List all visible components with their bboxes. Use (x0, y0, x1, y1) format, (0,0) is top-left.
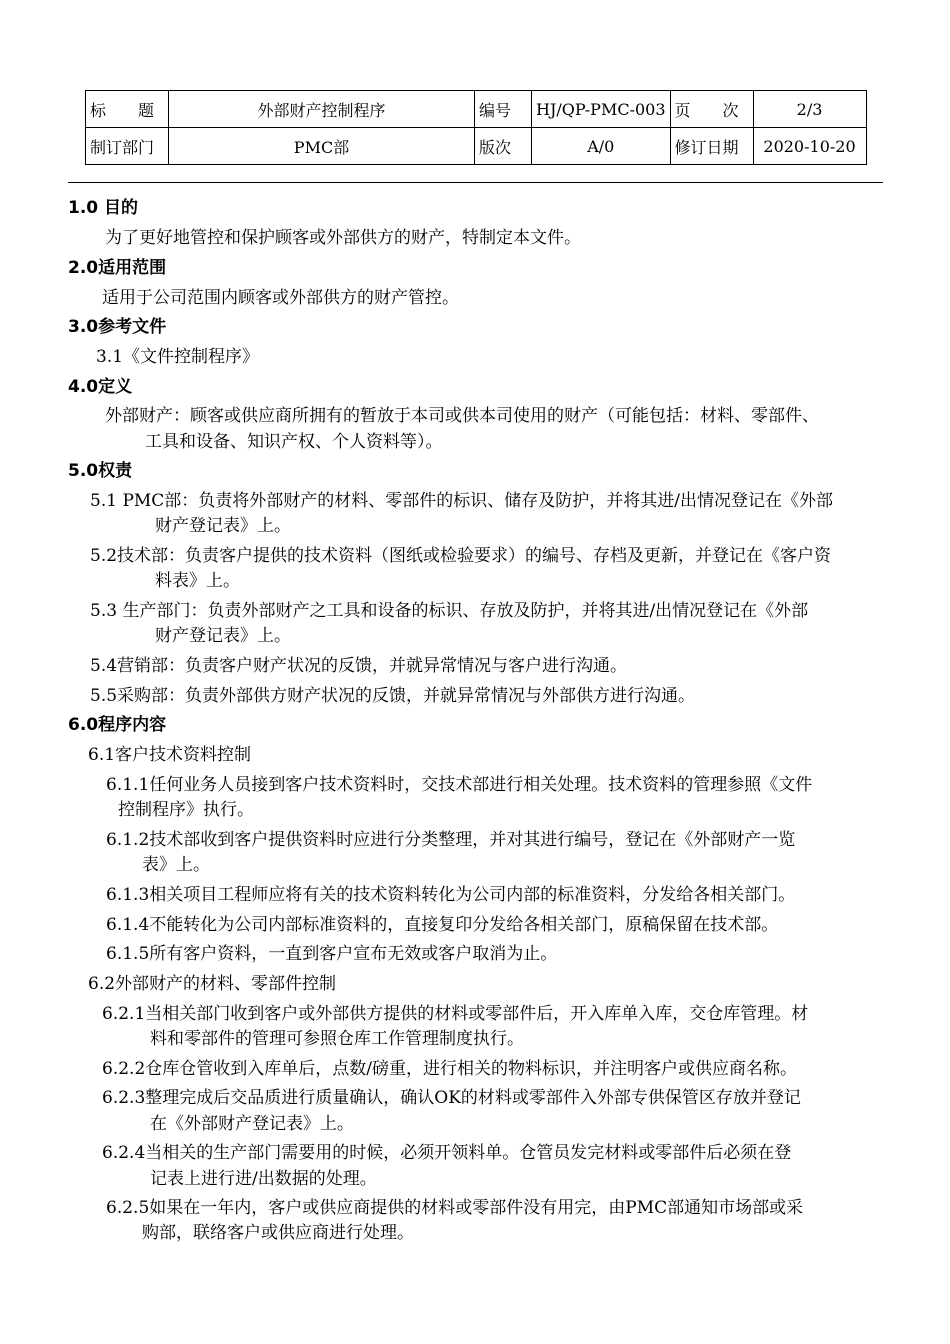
section-6-1: 6.1客户技术资料控制 (88, 745, 252, 765)
section-5-2-line-1: 5.2技术部：负责客户提供的技术资料（图纸或检验要求）的编号、存档及更新，并登记在《客户资 (90, 546, 832, 566)
section-4-heading: 4.0定义 (68, 377, 133, 397)
section-6-2: 6.2外部财产的材料、零部件控制 (88, 974, 337, 994)
number-value: HJ/QP-PMC-003 (532, 91, 671, 128)
section-6-1-3: 6.1.3相关项目工程师应将有关的技术资料转化为公司内部的标准资料，分发给各相关部门。 (106, 885, 796, 905)
section-3-item-1: 3.1《文件控制程序》 (96, 347, 260, 367)
section-5-1-line-2: 财产登记表》上。 (155, 516, 291, 536)
section-6-2-1-line-1: 6.2.1当相关部门收到客户或外部供方提供的材料或零部件后，开入库单入库，交仓库管理。材 (102, 1004, 809, 1024)
section-4-line-2: 工具和设备、知识产权、个人资料等）。 (145, 432, 443, 452)
document-header-table (85, 90, 867, 165)
section-5-2-line-2: 料表》上。 (155, 571, 240, 591)
version-label: 版次 (475, 128, 532, 165)
header-divider (68, 182, 883, 183)
section-6-2-4-line-1: 6.2.4当相关的生产部门需要用的时候，必须开领料单。仓管员发完材料或零部件后必须在登 (102, 1143, 792, 1163)
title-value: 外部财产控制程序 (169, 91, 475, 128)
section-6-2-5-line-1: 6.2.5如果在一年内，客户或供应商提供的材料或零部件没有用完，由PMC部通知市场部或采 (106, 1198, 804, 1218)
section-6-1-2-line-2: 表》上。 (142, 855, 210, 875)
version-value: A/0 (532, 128, 671, 165)
section-5-4: 5.4营销部：负责客户财产状况的反馈，并就异常情况与客户进行沟通。 (90, 656, 628, 676)
section-5-3-line-2: 财产登记表》上。 (155, 626, 291, 646)
page-value: 2/3 (753, 91, 866, 128)
dept-value: PMC部 (169, 128, 475, 165)
section-5-3-line-1: 5.3 生产部门：负责外部财产之工具和设备的标识、存放及防护，并将其进/出情况登记在《外部 (90, 601, 809, 621)
section-6-heading: 6.0程序内容 (68, 715, 167, 735)
section-5-heading: 5.0权责 (68, 461, 133, 481)
section-6-2-2: 6.2.2仓库仓管收到入库单后，点数/磅重，进行相关的物料标识，并注明客户或供应商名称。 (102, 1059, 797, 1079)
dept-label: 制订部门 (86, 128, 169, 165)
header-row-1 (86, 91, 867, 128)
section-6-2-3-line-1: 6.2.3整理完成后交品质进行质量确认，确认OK的材料或零部件入外部专供保管区存放并登记 (102, 1088, 801, 1108)
date-value: 2020-10-20 (753, 128, 866, 165)
section-6-2-5-line-2: 购部，联络客户或供应商进行处理。 (142, 1223, 414, 1243)
date-label: 修订日期 (670, 128, 753, 165)
section-5-1-line-1: 5.1 PMC部：负责将外部财产的材料、零部件的标识、储存及防护，并将其进/出情况登记在《外部 (90, 491, 834, 511)
section-3-heading: 3.0参考文件 (68, 317, 167, 337)
section-4-line-1: 外部财产：顾客或供应商所拥有的暂放于本司或供本司使用的财产（可能包括：材料、零部件、 (105, 406, 819, 426)
section-1-text: 为了更好地管控和保护顾客或外部供方的财产，特制定本文件。 (105, 228, 581, 248)
title-label: 标 题 (86, 91, 169, 128)
section-6-1-1-line-2: 控制程序》执行。 (118, 800, 254, 820)
number-label: 编号 (475, 91, 532, 128)
section-2-text: 适用于公司范围内顾客或外部供方的财产管控。 (102, 288, 459, 308)
section-6-2-3-line-2: 在《外部财产登记表》上。 (150, 1114, 354, 1134)
section-6-2-4-line-2: 记表上进行进/出数据的处理。 (150, 1169, 377, 1189)
section-1-heading: 1.0 目的 (68, 198, 139, 218)
section-2-heading: 2.0适用范围 (68, 258, 167, 278)
section-6-1-5: 6.1.5所有客户资料，一直到客户宣布无效或客户取消为止。 (106, 944, 558, 964)
section-5-5: 5.5采购部：负责外部供方财产状况的反馈，并就异常情况与外部供方进行沟通。 (90, 686, 696, 706)
section-6-1-2-line-1: 6.1.2技术部收到客户提供资料时应进行分类整理，并对其进行编号，登记在《外部财产一览 (106, 830, 796, 850)
page-label: 页 次 (670, 91, 753, 128)
section-6-1-1-line-1: 6.1.1任何业务人员接到客户技术资料时，交技术部进行相关处理。技术资料的管理参照《文件 (106, 775, 813, 795)
section-6-1-4: 6.1.4不能转化为公司内部标准资料的，直接复印分发给各相关部门，原稿保留在技术部。 (106, 915, 779, 935)
header-row-2 (86, 128, 867, 165)
section-6-2-1-line-2: 料和零部件的管理可参照仓库工作管理制度执行。 (150, 1029, 524, 1049)
